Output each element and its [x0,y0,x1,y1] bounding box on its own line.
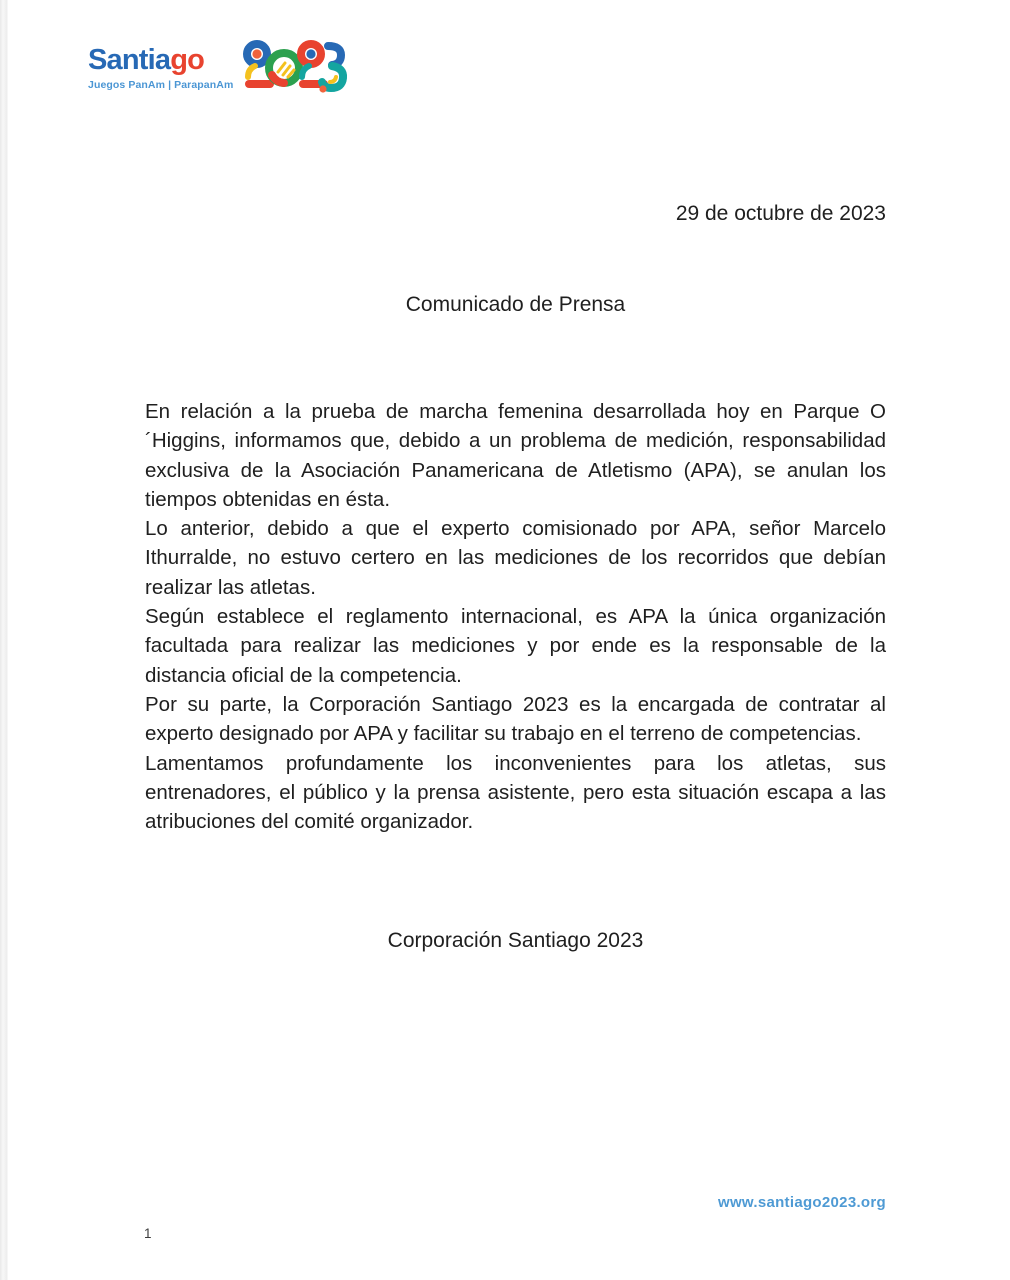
website-link[interactable]: www.santiago2023.org [718,1194,886,1211]
footer-website-container [145,1194,886,1211]
document-title: Comunicado de Prensa [405,293,626,316]
paragraph-4: Por su parte, la Corporación Santiago 2023 es la encargada de contratar al experto designado por APA y facilitar su trabajo en el terreno de competencias. [145,692,886,746]
logo-wordmark [88,46,233,75]
logo-2023-year-graphic [242,38,348,96]
signature-line: Corporación Santiago 2023 [387,929,644,952]
logo-wordmark-accent: go [170,44,205,76]
logo-wordmark-blue: Santia [88,44,171,76]
document-body [145,397,886,836]
paragraph-5: Lamentamos profundamente los inconvenientes para los atletas, sus entrenadores, el público y la prensa asistente, pero esta situación escapa a las atribuciones del comité organizador. [145,751,886,834]
page-left-edge [0,0,8,1280]
logo-tagline: Juegos PanAm | ParapanAm [88,79,234,91]
santiago-2023-logo [88,38,348,96]
document-date: 29 de octubre de 2023 [675,202,886,225]
logo-text-column [88,38,233,91]
paragraph-3: Según establece el reglamento internacional, es APA la única organización facultada para realizar las mediciones y por ende es la responsable de la distancia oficial de la competencia. [145,605,886,687]
paragraph-2: Lo anterior, debido a que el experto comisionado por APA, señor Marcelo Ithurralde, no estuvo certero en las mediciones de los recorridos que debían realizar las atletas. [145,517,886,599]
page-number: 1 [144,1226,152,1241]
paragraph-1: En relación a la prueba de marcha femenina desarrollada hoy en Parque O´Higgins, informamos que, debido a un problema de medición, responsabilidad exclusiva de la Asociación Panamericana de Atletismo (APA), se anulan los tiempos obtenidas en ésta. [145,400,886,511]
